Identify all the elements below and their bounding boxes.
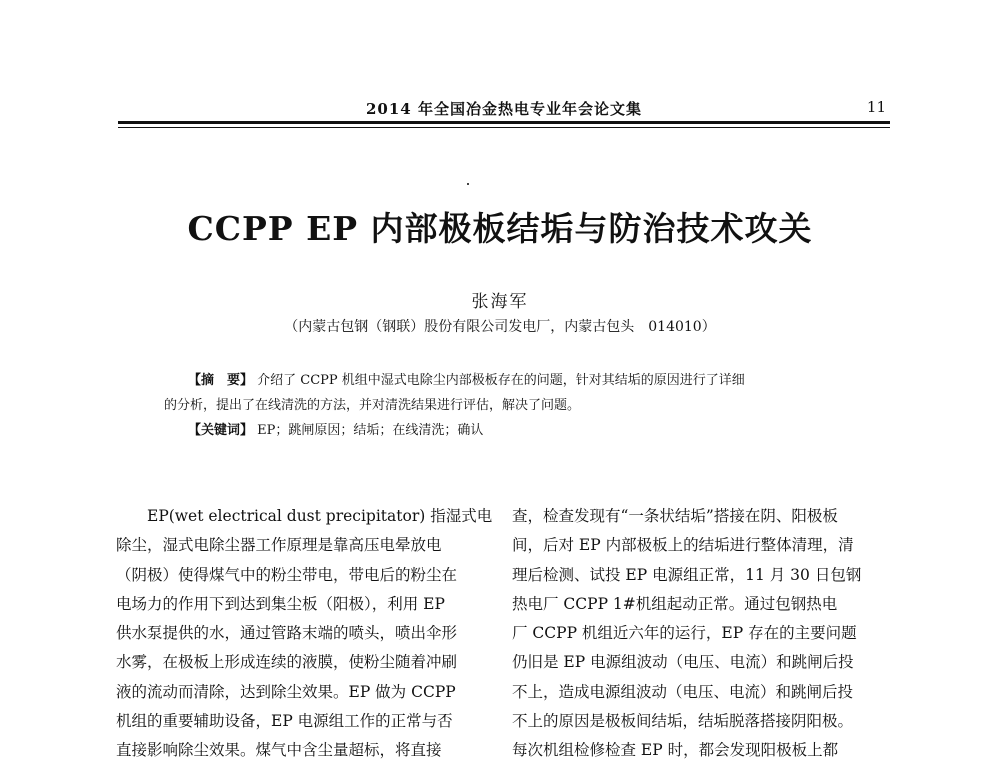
header-rule-thin xyxy=(118,127,890,128)
page-number: 11 xyxy=(866,98,886,116)
affiliation: （内蒙古包钢（钢联）股份有限公司发电厂，内蒙古包头 014010） xyxy=(284,319,716,335)
body-line: （阴极）使得煤气中的粉尘带电，带电后的粉尘在 xyxy=(116,565,458,584)
body-line: 仍旧是 EP 电源组波动（电压、电流）和跳闸后投 xyxy=(512,653,854,672)
body-line: 除尘，湿式电除尘器工作原理是靠高压电晕放电 xyxy=(116,536,442,555)
body-line: 理后检测、试投 EP 电源组正常，11 月 30 日包钢 xyxy=(512,565,862,584)
body-line: 厂 CCPP 机组近六年的运行，EP 存在的主要问题 xyxy=(512,624,857,643)
body-line: 供水泵提供的水，通过管路末端的喷头，喷出伞形 xyxy=(116,624,458,643)
body-line: 电场力的作用下到达到集尘板（阳极），利用 EP xyxy=(116,594,445,613)
body-line: 机组的重要辅助设备，EP 电源组工作的正常与否 xyxy=(116,712,453,731)
running-title: 2014 年全国冶金热电专业年会论文集 xyxy=(366,100,642,118)
body-line: 液的流动而清除，达到除尘效果。EP 做为 CCPP xyxy=(116,682,456,701)
body-line: 不上的原因是极板间结垢，结垢脱落搭接阴阳极。 xyxy=(512,712,854,731)
keywords-line xyxy=(164,418,854,443)
stray-dot xyxy=(467,183,469,185)
body-line: 不上，造成电源组波动（电压、电流）和跳闸后投 xyxy=(512,682,854,701)
body-column-left xyxy=(116,502,498,766)
body-line: EP(wet electrical dust precipitator) 指湿式电 xyxy=(147,507,493,525)
body-line: 每次机组检修检查 EP 时，都会发现阳极板上都 xyxy=(512,741,839,760)
abstract-block xyxy=(164,368,854,443)
abstract-first-line xyxy=(164,368,854,393)
abstract-label: 【摘 要】 xyxy=(188,373,254,388)
paper-title: CCPP EP 内部极板结垢与防治技术攻关 xyxy=(187,209,813,248)
body-line: 直接影响除尘效果。煤气中含尘量超标，将直接 xyxy=(116,741,442,760)
author: 张海军 xyxy=(471,292,529,312)
body-line: 水雾，在极板上形成连续的液膜，使粉尘随着冲刷 xyxy=(116,653,458,672)
body-line: 查，检查发现有“一条状结垢”搭接在阴、阳极板 xyxy=(512,507,838,525)
body-line: 间，后对 EP 内部极板上的结垢进行整体清理，清 xyxy=(512,536,854,555)
abstract-text-line2: 的分析，提出了在线清洗的方法，并对清洗结果进行评估，解决了问题。 xyxy=(164,398,581,413)
header-rule-thick xyxy=(118,121,890,124)
keywords-text: EP；跳闸原因；结垢；在线清洗；确认 xyxy=(257,423,484,438)
body-column-right xyxy=(512,502,894,766)
abstract-text-line1: 介绍了 CCPP 机组中湿式电除尘内部极板存在的问题，针对其结垢的原因进行了详细 xyxy=(257,373,745,388)
running-header xyxy=(118,98,890,122)
body-line: 热电厂 CCPP 1#机组起动正常。通过包钢热电 xyxy=(512,594,838,613)
abstract-second-line xyxy=(164,393,854,418)
keywords-label: 【关键词】 xyxy=(188,423,254,438)
